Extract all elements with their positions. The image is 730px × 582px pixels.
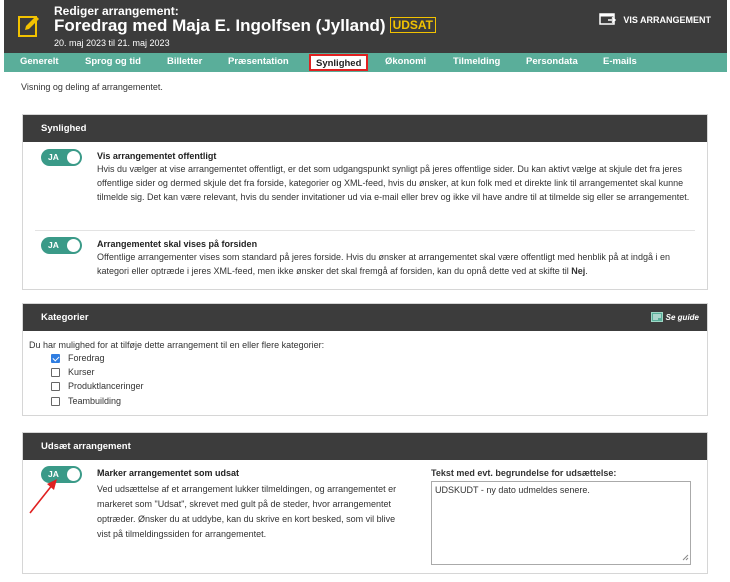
categories-panel-header bbox=[23, 304, 707, 331]
category-produktlanceringer[interactable] bbox=[51, 381, 144, 391]
frontpage-description-text: Offentlige arrangementer vises som standard på jeres forside. Hvis du ønsker at arrangementet skal være offentligt med henblik på at indgå i en kategori eller optræde i jeres XML-feed, men ikke ønsker det skal fremgå af forsiden, kan du opnå dette ved at skifte til bbox=[97, 252, 670, 276]
public-toggle[interactable] bbox=[41, 149, 82, 166]
header-bar bbox=[4, 0, 727, 53]
category-checkbox[interactable] bbox=[51, 368, 60, 377]
postpone-toggle-label: JA bbox=[48, 469, 59, 479]
tab-oekonomi[interactable]: Økonomi bbox=[385, 56, 427, 67]
see-guide-label: Se guide bbox=[665, 312, 699, 322]
external-window-icon bbox=[599, 13, 617, 26]
tab-sprog-og-tid[interactable]: Sprog og tid bbox=[85, 56, 141, 67]
page-title bbox=[54, 16, 436, 36]
event-dates: 20. maj 2023 til 21. maj 2023 bbox=[54, 38, 170, 48]
frontpage-toggle-label: JA bbox=[48, 240, 59, 250]
postpone-setting-description: Ved udsættelse af et arrangement lukker tilmeldingen, og arrangementet er markeret som "Udsat", skrevet med gult på de steder, hvor arrangementet optræder. Ønsker du at uddybe, kan du skrive en kort besked, som vil blive vist på tilmeldingssiden for arrangementet. bbox=[97, 484, 397, 539]
page-subtitle: Visning og deling af arrangementet. bbox=[21, 82, 163, 92]
event-title: Foredrag med Maja E. Ingolfsen (Jylland) bbox=[54, 16, 386, 35]
category-label: Produktlanceringer bbox=[68, 381, 144, 391]
visibility-panel-title: Synlighed bbox=[23, 115, 707, 142]
tab-billetter[interactable]: Billetter bbox=[167, 56, 203, 67]
category-checkbox[interactable] bbox=[51, 397, 60, 406]
tab-persondata[interactable]: Persondata bbox=[526, 56, 578, 67]
category-label: Foredrag bbox=[68, 353, 105, 363]
toggle-knob bbox=[67, 239, 80, 252]
category-teambuilding[interactable] bbox=[51, 396, 121, 406]
annotation-arrow-icon bbox=[26, 476, 60, 516]
postpone-setting-title: Marker arrangementet som udsat bbox=[97, 468, 240, 478]
view-event-label: VIS ARRANGEMENT bbox=[623, 14, 711, 25]
frontpage-description-end: . bbox=[585, 266, 588, 276]
guide-icon bbox=[651, 312, 663, 322]
resize-grip-icon[interactable] bbox=[681, 553, 689, 561]
frontpage-setting-title: Arrangementet skal vises på forsiden bbox=[97, 239, 258, 249]
category-checkbox[interactable] bbox=[51, 382, 60, 391]
tab-praesentation[interactable]: Præsentation bbox=[228, 56, 289, 67]
view-event-button[interactable] bbox=[599, 13, 711, 26]
visibility-panel bbox=[22, 114, 708, 290]
frontpage-description-bold: Nej bbox=[571, 266, 586, 276]
categories-panel bbox=[22, 303, 708, 416]
tab-bar bbox=[4, 53, 727, 72]
toggle-knob bbox=[67, 151, 80, 164]
frontpage-setting-description bbox=[97, 250, 693, 278]
tab-e-mails[interactable]: E-mails bbox=[603, 56, 637, 67]
category-label: Teambuilding bbox=[68, 396, 122, 406]
public-setting-title: Vis arrangementet offentligt bbox=[97, 151, 217, 161]
edit-icon bbox=[18, 14, 40, 38]
see-guide-link[interactable] bbox=[651, 312, 699, 322]
status-badge: UDSAT bbox=[390, 17, 436, 33]
public-toggle-label: JA bbox=[48, 152, 59, 162]
tab-tilmelding[interactable]: Tilmelding bbox=[453, 56, 501, 67]
toggle-knob bbox=[67, 468, 80, 481]
tab-synlighed[interactable]: Synlighed bbox=[309, 54, 368, 71]
reason-textarea[interactable] bbox=[431, 481, 691, 565]
postpone-panel-title: Udsæt arrangement bbox=[23, 433, 707, 460]
frontpage-toggle[interactable] bbox=[41, 237, 82, 254]
category-checkbox[interactable] bbox=[51, 354, 60, 363]
tab-generelt[interactable]: Generelt bbox=[20, 56, 59, 67]
category-label: Kurser bbox=[68, 367, 95, 377]
postpone-panel bbox=[22, 432, 708, 574]
category-foredrag[interactable] bbox=[51, 353, 105, 363]
categories-panel-title: Kategorier bbox=[41, 312, 89, 323]
header-subtitle: Rediger arrangement: bbox=[54, 4, 179, 18]
categories-intro: Du har mulighed for at tilføje dette arrangement til en eller flere kategorier: bbox=[29, 340, 325, 350]
public-setting-description: Hvis du vælger at vise arrangementet offentligt, er det som udgangspunkt synligt på jeres offentlige sider. Du kan aktivt vælge at skjule det fra jeres offentlige sider og dermed skjule det fra forside, kategorier og XML-feed, hvis du ønsker, at kun folk med et direkte link til arrangementet skal kunne tilmelde sig. Det kan være relevant, hvis du sender invitationer ud via e-mail eller brev og ikke vil have andre til at tilmelde sig eller se arrangementet. bbox=[97, 164, 690, 202]
reason-label: Tekst med evt. begrundelse for udsættelse: bbox=[431, 468, 617, 478]
divider bbox=[35, 230, 695, 231]
category-kurser[interactable] bbox=[51, 367, 95, 377]
